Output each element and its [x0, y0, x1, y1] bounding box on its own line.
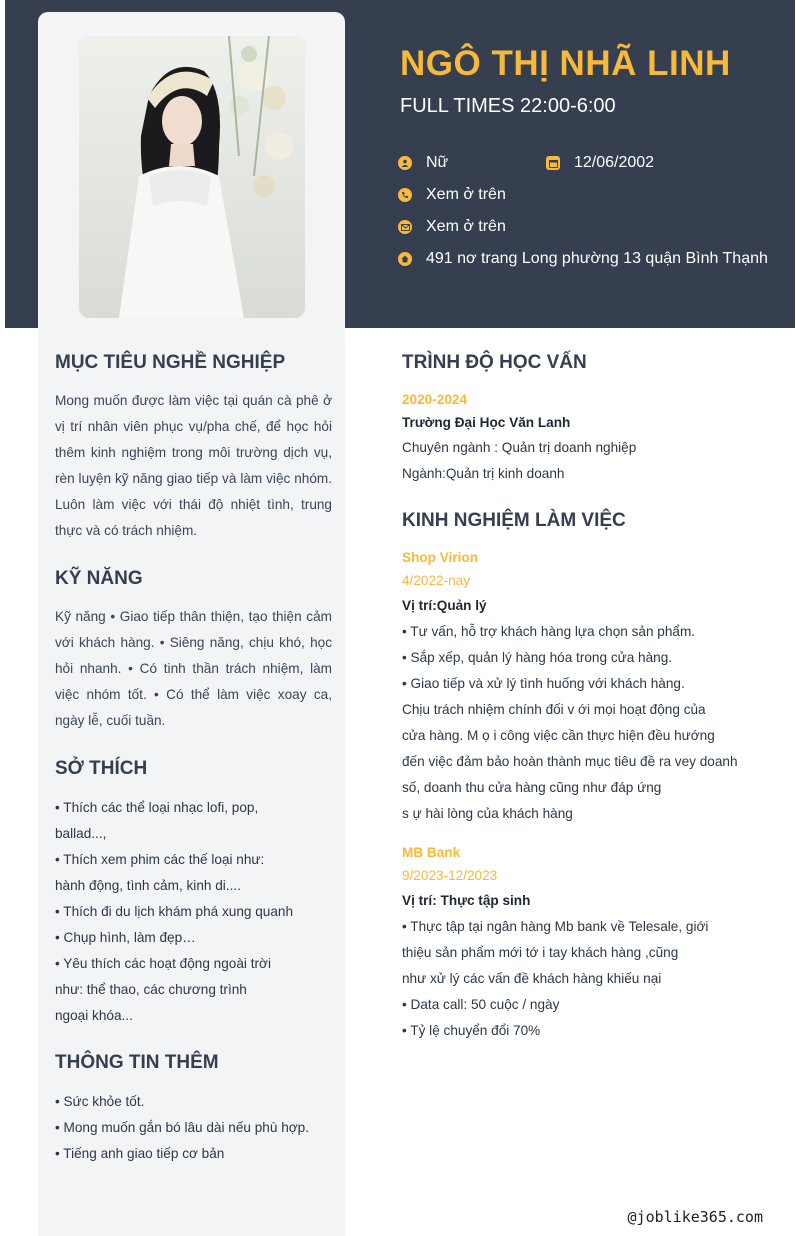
job-line: thiệu sản phẩm mới tớ i tay khách hàng ,cũng	[402, 945, 679, 960]
gender-row	[398, 154, 448, 172]
job-company: MB Bank	[402, 845, 461, 860]
phone-value: Xem ở trên	[426, 186, 506, 203]
extra-line: • Sức khỏe tốt.	[55, 1094, 145, 1109]
job-line: đến việc đảm bảo hoàn thành mục tiêu đề ra vey doanh	[402, 754, 738, 769]
job-line: • Tư vấn, hỗ trợ khách hàng lựa chọn sản phẩm.	[402, 624, 696, 639]
education-school: Trường Đại Học Văn Lanh	[402, 415, 571, 430]
job-line: như xử lý các vấn đề khách hàng khiếu nại	[402, 971, 662, 986]
skills-text: Kỹ năng • Giao tiếp thân thiện, tạo thiện cảm với khách hàng. • Siêng năng, chịu khó, học hỏi nhanh. • Có tinh thần trách nhiệm, làm việc nhóm tốt. • Có thể làm việc xoay ca, ngày lễ, cuối tuần.	[55, 609, 332, 728]
hobby-line: • Yêu thích các hoạt động ngoài trời	[55, 956, 271, 971]
job-line: • Thực tập tại ngân hàng Mb bank về Telesale, giới	[402, 919, 709, 934]
job-line: • Giao tiếp và xử lý tình huống với khách hàng.	[402, 676, 685, 691]
calendar-icon	[546, 156, 560, 170]
user-icon	[398, 156, 412, 170]
phone-row	[398, 186, 506, 204]
hobbies-title: SỞ THÍCH	[55, 758, 148, 779]
job-line: cửa hàng. M ọ i công việc cần thực hiện đều hướng	[402, 728, 715, 743]
job-line: • Tỷ lệ chuyển đổi 70%	[402, 1023, 541, 1038]
address-value: 491 nơ trang Long phường 13 quận Bình Thạnh	[426, 250, 768, 267]
job-line: s ự hài lòng của khách hàng	[402, 806, 573, 821]
job-line: • Sắp xếp, quản lý hàng hóa trong cửa hàng.	[402, 650, 673, 665]
email-icon	[398, 220, 412, 234]
job-period: 4/2022-nay	[402, 573, 471, 588]
objective-title: MỤC TIÊU NGHỀ NGHIỆP	[55, 352, 286, 373]
extra-line: • Mong muốn gắn bó lâu dài nếu phù hợp.	[55, 1120, 310, 1135]
work-shift: FULL TIMES 22:00-6:00	[400, 95, 616, 117]
job-position: Vị trí:Quản lý	[402, 598, 487, 613]
hobby-line: hành động, tình cảm, kinh di....	[55, 878, 241, 893]
education-field: Ngành:Quản trị kinh doanh	[402, 466, 565, 481]
watermark: @joblike365.com	[627, 1208, 763, 1226]
education-major: Chuyên ngành : Quản trị doanh nghiệp	[402, 440, 637, 455]
hobby-line: như: thể thao, các chương trình	[55, 982, 247, 997]
education-title: TRÌNH ĐỘ HỌC VẤN	[402, 352, 587, 373]
gender-value: Nữ	[426, 154, 449, 171]
job-company: Shop Virion	[402, 550, 479, 565]
email-value: Xem ở trên	[426, 218, 506, 235]
email-row	[398, 218, 506, 236]
experience-title: KINH NGHIỆM LÀM VIỆC	[402, 510, 626, 531]
profile-photo	[79, 36, 305, 318]
address-row	[398, 250, 768, 268]
job-line: Chịu trách nhiệm chính đối v ới mọi hoạt động của	[402, 702, 706, 717]
job-line: • Data call: 50 cuộc / ngày	[402, 997, 560, 1012]
home-icon	[398, 252, 412, 266]
extra-line: • Tiếng anh giao tiếp cơ bản	[55, 1146, 225, 1161]
hobby-line: • Thích các thể loại nhạc lofi, pop,	[55, 800, 259, 815]
hobby-line: ngoại khóa...	[55, 1008, 133, 1023]
hobby-line: • Chụp hình, làm đẹp…	[55, 930, 196, 945]
birthday-row	[546, 154, 654, 172]
candidate-name: NGÔ THỊ NHÃ LINH	[400, 44, 731, 83]
job-period: 9/2023-12/2023	[402, 868, 498, 883]
birthday-value: 12/06/2002	[574, 154, 655, 171]
objective-text: Mong muốn được làm việc tại quán cà phê ở vị trí nhân viên phục vụ/pha chế, để học hỏi thêm kinh nghiệm trong môi trường dịch vụ, rèn luyện kỹ năng giao tiếp và làm việc nhóm. Luôn làm việc với thái độ nhiệt tình, trung thực và có trách nhiệm.	[55, 393, 332, 538]
extra-title: THÔNG TIN THÊM	[55, 1052, 219, 1073]
skills-title: KỸ NĂNG	[55, 568, 143, 589]
education-period: 2020-2024	[402, 392, 468, 407]
hobby-line: • Thích xem phim các thế loại như:	[55, 852, 265, 867]
job-position: Vị trí: Thực tập sinh	[402, 893, 531, 908]
phone-icon	[398, 188, 412, 202]
hobby-line: ballad...,	[55, 826, 107, 841]
job-line: số, doanh thu cửa hàng cũng như đáp ứng	[402, 780, 662, 795]
portrait-illustration	[79, 36, 305, 318]
hobby-line: • Thích đi du lịch khám phá xung quanh	[55, 904, 294, 919]
